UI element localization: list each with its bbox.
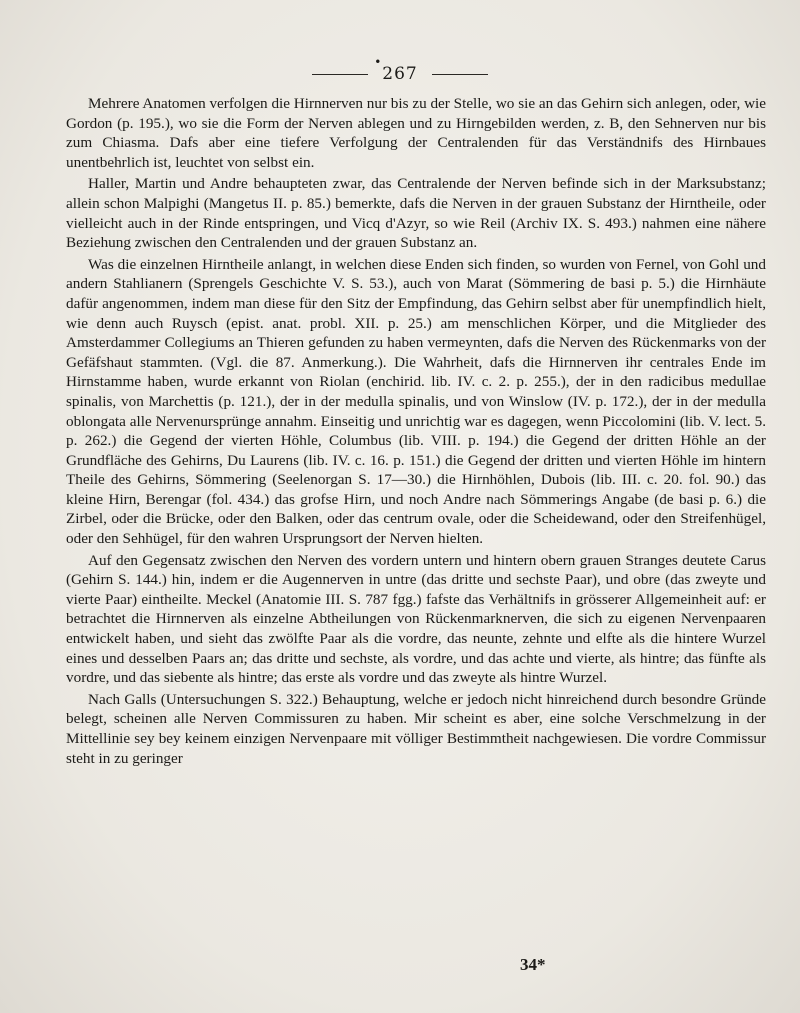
header-dot: • <box>374 55 383 69</box>
paragraph-1: Mehrere Anatomen verfolgen die Hirnnerven nur bis zu der Stelle, wo sie an das Gehirn sich anlegen, oder, wie Gordon (p. 195.), wo sie die Form der Nerven ablegen und zu Hirngebilden werden, z. B, den Sehnerven nur bis zum Chiasma. Dafs aber eine tiefere Verfolgung der Centralenden für das Verständnifs des Hirnbaues unentbehrlich ist, leuchtet von selbst ein. <box>66 95 766 171</box>
paragraph-3: Was die einzelnen Hirntheile anlangt, in welchen diese Enden sich finden, so wurden von Fernel, von Gohl und andern Stahlianern (Sprengels Geschichte V. S. 53.), auch von Marat (Sömmering de basi p. 5.) die Hirnhäute dafür angenommen, indem man diese für den Sitz der Empfindung, das Gehirn selbst aber für unempfindlich hielt, wie denn auch Ruysch (epist. anat. probl. XII. p. 25.) am menschlichen Körper, und die Mitglieder des Amsterdammer Collegiums an Thieren gefunden zu haben vermeynten, dafs die Nerven des Rückenmarks von der Gefäfshaut stammten. (Vgl. die 87. Anmerkung.). Die Wahrheit, dafs die Hirnnerven ihr centrales Ende im Hirnstamme haben, wurde erkannt von Riolan (enchirid. lib. IV. c. 2. p. 255.), der in den radicibus medullae spinalis, von Marchettis (p. 121.), der in der medulla spinalis, und von Winslow (IV. p. 172.), der in der medulla oblongata alle Nervenursprünge annahm. Einseitig und unrichtig war es dagegen, wenn Piccolomini (lib. V. lect. 5. p. 262.) die Gegend der vierten Höhle, Columbus (lib. VIII. p. 194.) die Gegend der dritten Höhle an der Grundfläche des Gehirns, Du Laurens (lib. IV. c. 16. p. 151.) die Gegend der dritten und vierten Höhle im hintern Theile des Gehirns, Sömmering (Seelenorgan S. 17—30.) die Hirnhöhlen, Dubois (lib. III. c. 20. fol. 90.) das kleine Hirn, Berengar (fol. 434.) das grofse Hirn, und noch Andre nach Sömmerings Angabe (de basi p. 6.) die Zirbel, oder die Brücke, oder den Balken, oder das centrum ovale, oder die Scheidewand, oder den Streifenhügel, oder den Sehhügel, für den wahren Ursprungsort der Nerven hielten. <box>66 255 766 548</box>
header-rule-right <box>432 74 488 75</box>
page-header <box>0 55 800 84</box>
paragraph-5: Nach Galls (Untersuchungen S. 322.) Behauptung, welche er jedoch nicht hinreichend durch besondre Gründe belegt, scheinen alle Nerven Commissuren zu haben. Mir scheint es aber, eine solche Verschmelzung in der Mittellinie sey bey keinem einzigen Nervenpaare mit völliger Bestimmtheit nachgewiesen. Die vordre Commissur steht in zu geringer <box>66 690 766 767</box>
signature-mark: 34* <box>520 955 546 974</box>
paragraph-2: Haller, Martin und Andre behaupteten zwar, das Centralende der Nerven befinde sich in der Marksubstanz; allein schon Malpighi (Mangetus II. p. 85.) bemerkte, dafs die Nerven in der grauen Substanz der Hirntheile, oder vielleicht auch in der Rinde entspringen, und Vicq d'Azyr, so wie Reil (Archiv IX. S. 493.) nahmen eine nähere Beziehung zwischen den Centralenden und der grauen Substanz an. <box>66 175 766 252</box>
header-rule-left <box>312 74 368 75</box>
paragraph-4: Auf den Gegensatz zwischen den Nerven des vordern untern und hintern obern grauen Stranges deutete Carus (Gehirn S. 144.) hin, indem er die Augennerven in untre (das dritte und sechste Paar), und obre (das zweyte und vierte Paar) eintheilte. Meckel (Anatomie III. S. 787 fgg.) fafste das Verhältnifs in grösserer Allgemeinheit auf: er betrachtet die Hirnnerven als einzelne Abtheilungen von Rückenmarknerven, die sich zu eigenen Nervenpaaren entwickelt haben, und sieht das zwölfte Paar als die vordre, das neunte, zehnte und elfte als die hintere Wurzel eines und desselben Paars an; das dritte und sechste, als vordre, und das achte und vierte, als hintre; das fünfte als vordre, und das siebente als hintre; das erste als vordre und das zweyte als hintre Wurzel. <box>66 551 766 687</box>
page-number-text: 267 <box>382 64 418 84</box>
page-number <box>374 55 418 84</box>
body-text <box>66 94 766 770</box>
